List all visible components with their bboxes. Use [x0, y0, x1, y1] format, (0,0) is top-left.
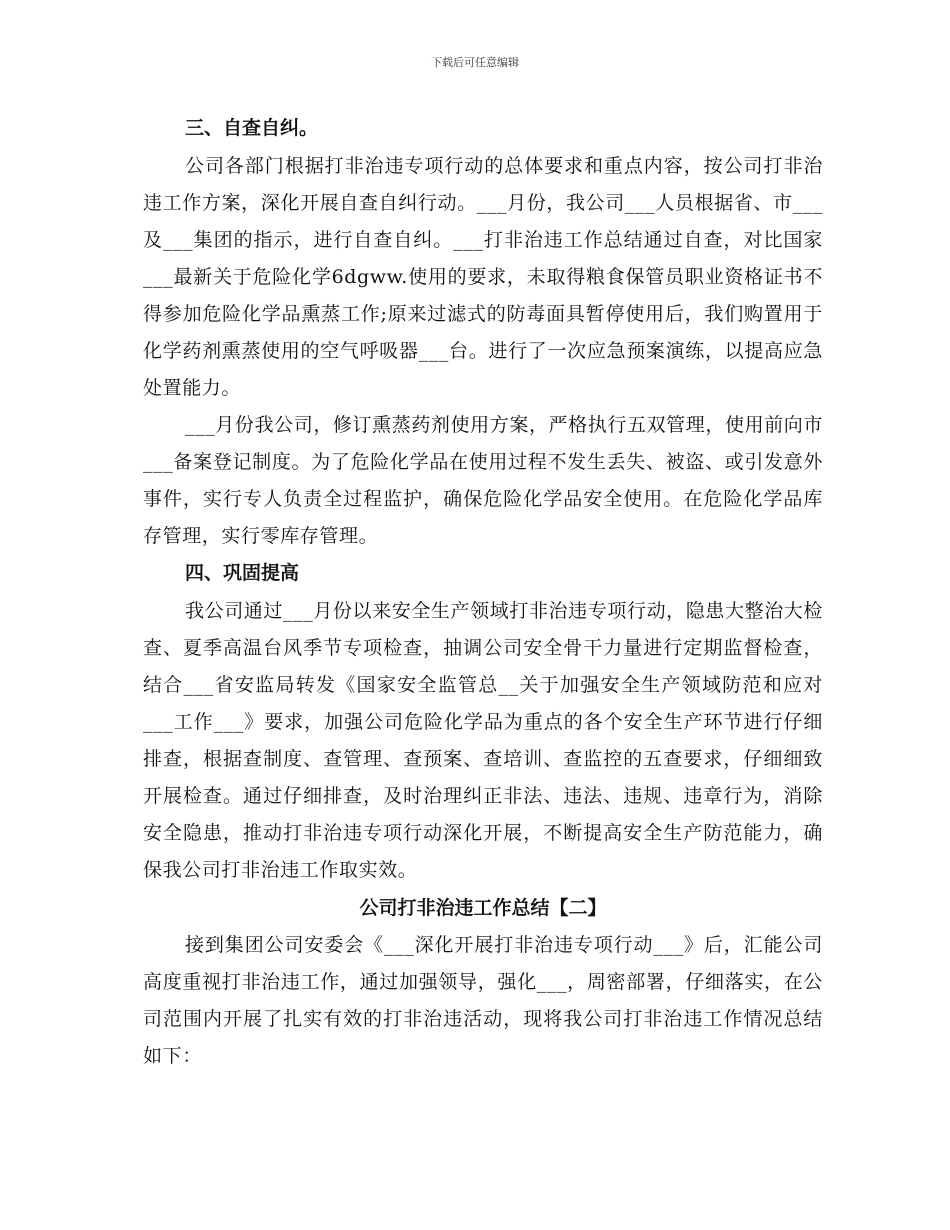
paragraph: 公司各部门根据打非治违专项行动的总体要求和重点内容，按公司打非治违工作方案，深化开展自查自纠行动。___月份，我公司___人员根据省、市___及___集团的指示，进行自查自纠。___打非治违工作总结通过自查，对比国家___最新关于危险化学6dgww.使用的要求，未取得粮食保管员职业资格证书不得参加危险化学品熏蒸工作;原来过滤式的防毒面具暂停使用后，我们购置用于化学药剂熏蒸使用的空气呼吸器___台。进行了一次应急预案演练，以提高应急处置能力。	[143, 155, 823, 399]
page-header: 下载后可任意编辑	[431, 56, 519, 69]
section-heading-consolidate: 四、巩固提高	[185, 562, 300, 584]
paragraph: ___月份我公司，修订熏蒸药剂使用方案，严格执行五双管理，使用前向市___备案登记制度。为了危险化学品在使用过程不发生丢失、被盗、或引发意外事件，实行专人负责全过程监护，确保危险化学品安全使用。在危险化学品库存管理，实行零库存管理。	[143, 414, 823, 547]
paragraph: 接到集团公司安委会《___深化开展打非治违专项行动___》后，汇能公司高度重视打非治违工作，通过加强领导，强化___，周密部署，仔细落实，在公司范围内开展了扎实有效的打非治违活动，现将我公司打非治违工作情况总结如下：	[143, 934, 823, 1067]
paragraph: 我公司通过___月份以来安全生产领域打非治违专项行动，隐患大整治大检查、夏季高温台风季节专项检查，抽调公司安全骨干力量进行定期监督检查，结合___省安监局转发《国家安全监管总__关于加强安全生产领域防范和应对___工作___》要求，加强公司危险化学品为重点的各个安全生产环节进行仔细排查，根据查制度、查管理、查预案、查培训、查监控的五查要求，仔细细致开展检查。通过仔细排查，及时治理纠正非法、违法、违规、违章行为，消除安全隐患，推动打非治违专项行动深化开展，不断提高安全生产防范能力，确保我公司打非治违工作取实效。	[143, 600, 823, 881]
section-heading-self-inspection: 三、自查自纠。	[185, 117, 319, 139]
part-title: 公司打非治违工作总结【二】	[359, 897, 607, 919]
document-body	[143, 110, 823, 1075]
